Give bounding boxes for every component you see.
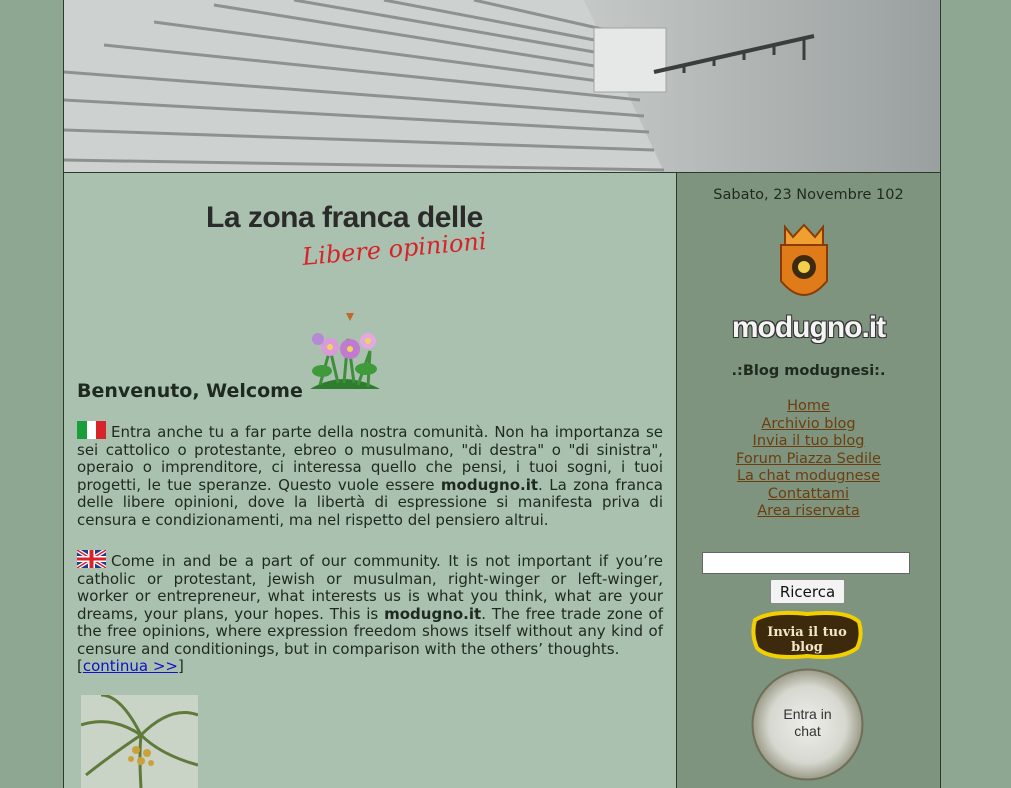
nav-chat[interactable]: La chat modugnese	[736, 468, 881, 484]
page-container	[63, 0, 941, 788]
it-text-1: Entra anche tu a far parte della nostra comunità. Non ha importanza se sei cattolico o protestante, ebreo o musulmano, "di destra" o "di sinistra", operaio o imprenditore, ci interessa quello che pensi, i tuoi sogni, i tuoi progetti, le tue speranze. Questo vuole essere	[77, 423, 663, 494]
nav-archivio-blog[interactable]: Archivio blog	[761, 415, 856, 432]
sidebar	[677, 173, 940, 788]
header-banner	[64, 0, 940, 173]
main-content	[64, 173, 677, 788]
blog-badge-text: Invia il tuo blog	[767, 625, 847, 655]
modugno-logo-text: modugno.it	[731, 311, 886, 344]
en-text-1: Come in and be a part of our community. It is not important if you’re catholic or protestant, jewish or musulman, right-winger or left-winger, worker or entrepreneur, what interests us is what you think, what are your dreams, your plans, your hopes. This is	[77, 552, 663, 623]
bracket-close: ]	[177, 657, 184, 675]
current-date: Sabato, 23 Novembre 102	[713, 187, 904, 203]
continua-link[interactable]: continua >>	[82, 657, 178, 675]
logo-line-2: Libere opinioni	[301, 227, 488, 271]
blog-section-title: .:Blog modugnesi:.	[731, 363, 886, 379]
invia-blog-badge[interactable]	[751, 610, 863, 660]
zona-franca-logo	[204, 201, 534, 271]
nav-home[interactable]: Home	[787, 398, 830, 414]
en-text-2: . The free trade zone of the free opinions, where expression freedom shows itself without any kind of censure and conditionings, but in comparison with the others’ thoughts.	[77, 604, 663, 658]
nav-contattami[interactable]: Contattami	[767, 485, 850, 502]
italian-paragraph	[77, 421, 663, 529]
uk-flag-icon	[77, 550, 106, 568]
search-input[interactable]	[702, 552, 910, 574]
modugno-logo	[725, 311, 892, 355]
nav-forum[interactable]: Forum Piazza Sedile	[736, 450, 881, 467]
flowers-icon	[300, 309, 388, 391]
nav-area-riservata[interactable]: Area riservata	[757, 503, 860, 519]
it-bold-site: modugno.it	[440, 475, 539, 494]
emblem-icon	[775, 223, 833, 309]
english-paragraph	[77, 550, 663, 676]
bracket-open: [	[77, 657, 83, 675]
chat-badge-line-2: chat	[794, 723, 821, 739]
chat-badge-line-1: Entra in	[783, 706, 832, 722]
sidebar-nav	[677, 398, 940, 521]
logo-line-1: La zona franca delle	[206, 201, 483, 234]
en-bold-site: modugno.it	[384, 604, 482, 623]
entra-chat-badge[interactable]	[751, 668, 864, 781]
welcome-heading: Benvenuto, Welcome	[77, 380, 303, 402]
palm-tree-image	[81, 695, 198, 788]
nav-invia-blog[interactable]: Invia il tuo blog	[752, 433, 865, 449]
it-text-2: . La zona franca delle libere opinioni, dove la libertà di espressione si manifesta priva di censura e condizionamenti, ma nel rispetto del pensiero altrui.	[77, 475, 663, 529]
search-button[interactable]: Ricerca	[770, 579, 845, 604]
stairs-photo	[64, 0, 940, 172]
italy-flag-icon	[77, 421, 106, 439]
